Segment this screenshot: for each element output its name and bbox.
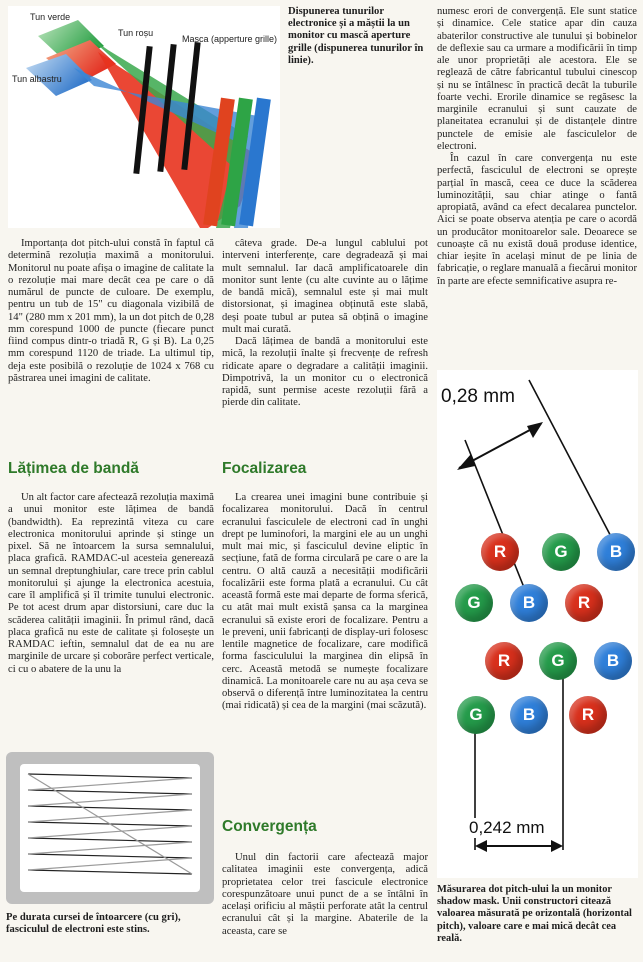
scan-figure-caption: Pe durata cursei de întoarcere (cu gri), fasciculul de electroni este stins.: [6, 912, 181, 936]
diagonal-pitch-label: 0,28 mm: [441, 386, 515, 407]
paragraph: Importanța dot pitch-ului constă în faptul că determină rezoluția maximă a monitorului. Monitorul nu poate afișa o imagine de calitate la o rezoluție mai mare decât cea pe care o dă numărul de puncte de culoare. De exemplu, pentru un tub de 15" cu diagonala vizibilă de 14" (280 mm x 201 mm), la un dot pitch de 0,28 mm corespund 1000 de puncte (fiecare punct fiind compus dintr-o triadă R, G și B). La 0,25 mm corespund 1120 de triade. La ultimul tip, deja este posibilă o rezoluție de 1024 x 768 cu păstrarea unei imagini de calitate.: [8, 238, 214, 384]
column-2: [222, 238, 428, 410]
gun-figure: [8, 6, 280, 228]
dot-pitch-lines: [437, 370, 638, 878]
gun-figure-caption: Dispunerea tunurilor electronice și a măștii la un monitor cu mască aperture grille (dispunerea tunurilor în linie).: [288, 6, 424, 66]
heading-focus: Focalizarea: [222, 460, 307, 477]
label-green-gun: Tun verde: [30, 12, 71, 22]
column-1-cont: [8, 492, 214, 676]
column-3: [437, 6, 637, 288]
horizontal-pitch-label: 0,242 mm: [469, 818, 545, 837]
phosphor-dot-blue: B: [510, 696, 548, 734]
paragraph: Dacă lățimea de bandă a monitorului este mică, la rezoluții înalte și frecvențe de refresh ridicate apare o degradare a calității imaginii. Dimpotrivă, la un monitor cu o electronică rapidă, sunt permise aceste rezoluții fără a pierde din calitate.: [222, 336, 428, 409]
label-blue-gun: Tun albastru: [12, 74, 62, 84]
label-red-gun: Tun roșu: [118, 28, 154, 38]
phosphor-dot-blue: B: [510, 584, 548, 622]
paragraph: În cazul în care convergența nu este perfectă, fasciculul de electroni se oprește parțial în mască, ceea ce duce la scăderea luminozității, sau chiar atinge o fantă apropiată, având ca efect decalarea punctelor. Aici se poate observa atenția pe care o acordă un producător monitoarelor sale. Deoarece se cunoaște că nu există două produse identice, chiar ieșite în același minut de pe linia de fabricație, o reglare manuală a fiecărui monitor în parte are efecte semnificative asupra re-: [437, 153, 637, 287]
column-2-end: [222, 852, 428, 938]
paragraph: La crearea unei imagini bune contribuie și focalizarea monitorului. Dacă în centrul ecranului fasciculele de electroni cad în unghi drept pe luminofori, la margini ele au un unghi mult mai mic, și fasciculul devine eliptic în secțiune, fată de forma circulară pe care o are la centru. O altă cauză a necesității modificării focalizării este forma plată a ecranului. Cu cât această formă este mai departe de forma sferică, cu atât mai mult există șansa ca la marginea ecranului să existe erori de focalizare. Pentru a le preveni, unii fabricanți de display-uri folosesc lentile magnetice de focalizare, care modifică forma fasciculului la marginea din elipsă în cerc. Această metodă se numește focalizare dinamică. La monitoarele care nu au așa ceva se observă o diferență între luminozitatea la centru (mai ridicată) și cea de la margini (mai scăzută).: [222, 492, 428, 712]
paragraph: numesc erori de convergență. Ele sunt statice și dinamice. Cele statice apar din cauza abaterilor constructive ale tunului și bobinelor de deflexie sau ca urmare a modificării în timp ale unor proprietăți ale acestora. Ele se reglează de către fabricantul tubului cinescop și nu se întâlnesc în practică decât la tuburile foarte vechi. Erorile dinamice se regăsesc la marginile ecranului și sunt cauzate de planeitatea ecranului și de distanțele dintre punctele de emisie ale fasciculelor de electroni.: [437, 6, 637, 152]
screen-area: [20, 764, 200, 892]
phosphor-dot-red: R: [481, 533, 519, 571]
phosphor-dot-green: G: [542, 533, 580, 571]
scan-figure: [6, 752, 214, 904]
phosphor-dot-blue: B: [597, 533, 635, 571]
arrow-head: [527, 422, 543, 438]
pitch-line: [529, 380, 617, 548]
phosphor-dot-green: G: [455, 584, 493, 622]
phosphor-dot-green: G: [539, 642, 577, 680]
phosphor-dot-blue: B: [594, 642, 632, 680]
heading-convergence: Convergența: [222, 818, 317, 835]
paragraph: Unul din factorii care afectează major calitatea imaginii este convergența, adică proprietatea celor trei fascicule electronice corespunzătoare unui punct de a se întâlni în același orificiu al măștii perforate atât la centrul ecranului cât și la margine. Abaterile de la aceasta, care se: [222, 852, 428, 937]
phosphor-dot-red: R: [565, 584, 603, 622]
dot-pitch-figure: [437, 370, 638, 878]
column-2-cont: [222, 492, 428, 713]
scan-lines: [20, 764, 200, 892]
paragraph: câteva grade. De-a lungul cablului pot interveni interferențe, care degradează și mai mult semnalul. Iar dacă amplificatoarele din monitor sunt lente (cu alte cuvinte au o lățime de bandă mică), semnalul este și mai mult distorsionat, și imaginea obținută este slabă, deși poate tubul ar putea să obțină o imagine mult mai curată.: [222, 238, 428, 335]
phosphor-dot-red: R: [485, 642, 523, 680]
arrow-head: [475, 840, 487, 852]
heading-bandwidth: Lățimea de bandă: [8, 460, 139, 477]
phosphor-dot-green: G: [457, 696, 495, 734]
dot-pitch-caption: Măsurarea dot pitch-ului la un monitor shadow mask. Unii constructori citează valoarea măsurată pe orizontală (horizontal pitch), valoare care e mai mică decât cea reală.: [437, 884, 632, 944]
paragraph: Un alt factor care afectează rezoluția maximă a unui monitor este lățimea de bandă (bandwidth). Ea reprezintă viteza cu care electronica monitorului aprinde și stinge un pixel. Să ne întoarcem la sursa semnalului, placa grafică. RAMDAC-ul acesteia generează un semnal dreptunghiular, care trece prin cablul monitorului și ajunge la electronica acestuia, care îl amplifică și îl trimite tunului electronic. Pe tot acest drum apar distorsiuni, care duc la scăderea calității imaginii. În primul rând, dacă placa grafică nu este de calitate și folosește un RAMDAC ieftin, semnalul dat de ea nu are marginile de urcare și coborâre perfect verticale, ci cu o abatere de la unu la: [8, 492, 214, 675]
column-1: [8, 238, 214, 385]
phosphor-dot-red: R: [569, 696, 607, 734]
label-mask: Masca (apperture grille): [182, 34, 278, 44]
arrow-head: [551, 840, 563, 852]
